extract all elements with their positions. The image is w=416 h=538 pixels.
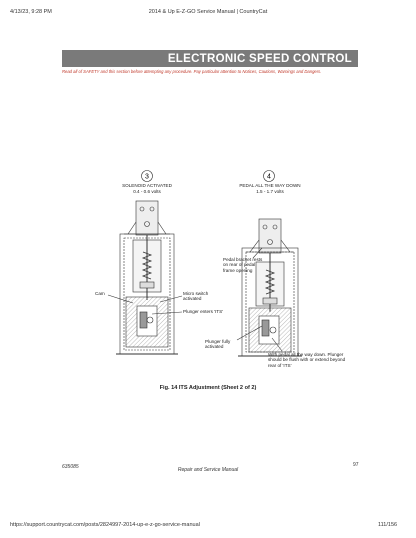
right-volts-label: 1.5 - 1.7 volts: [256, 189, 284, 194]
step-3-number: 3: [145, 173, 149, 181]
left-assembly: [108, 171, 182, 355]
safety-warning: Read all of SAFETY and this section before attempting any procedure. Pay particular attention to Notices, Cautions, Warnings and Dangers.: [62, 69, 322, 74]
print-datetime: 4/13/23, 9:28 PM: [10, 9, 52, 15]
print-title: 2014 & Up E-Z-GO Service Manual | CountryCat: [148, 9, 268, 15]
doc-number: 635085: [62, 464, 79, 470]
right-condition-label: PEDAL ALL THE WAY DOWN: [239, 183, 301, 188]
pedal-bracket-callout: Pedal bracket rests on rear of pedal frame opening: [223, 257, 263, 273]
plunger-fully-callout: Plunger fully activated: [205, 339, 231, 350]
left-condition-label: SOLENOID ACTIVATED: [122, 183, 172, 188]
print-page: 111/156: [378, 522, 398, 528]
plunger-enters-callout: Plunger enters 'ITS': [183, 309, 224, 314]
with-pedal-callout: With pedal all the way down. Plunger should be flush with or extend beyond rear of 'ITS': [268, 352, 346, 368]
cam-callout: Cam: [95, 291, 105, 296]
micro-switch-callout: Micro switch activated: [183, 291, 209, 302]
left-volts-label: 0.4 - 0.6 volts: [133, 189, 161, 194]
page-number: 97: [353, 462, 359, 468]
step-4-number: 4: [267, 173, 271, 181]
figure-caption: Fig. 14 ITS Adjustment (Sheet 2 of 2): [159, 385, 257, 391]
manual-title: Repair and Service Manual: [177, 467, 239, 473]
print-url: https://support.countrycat.com/posts/2824997-2014-up-e-z-go-service-manual: [10, 522, 200, 528]
section-title: ELECTRONIC SPEED CONTROL: [167, 52, 352, 65]
